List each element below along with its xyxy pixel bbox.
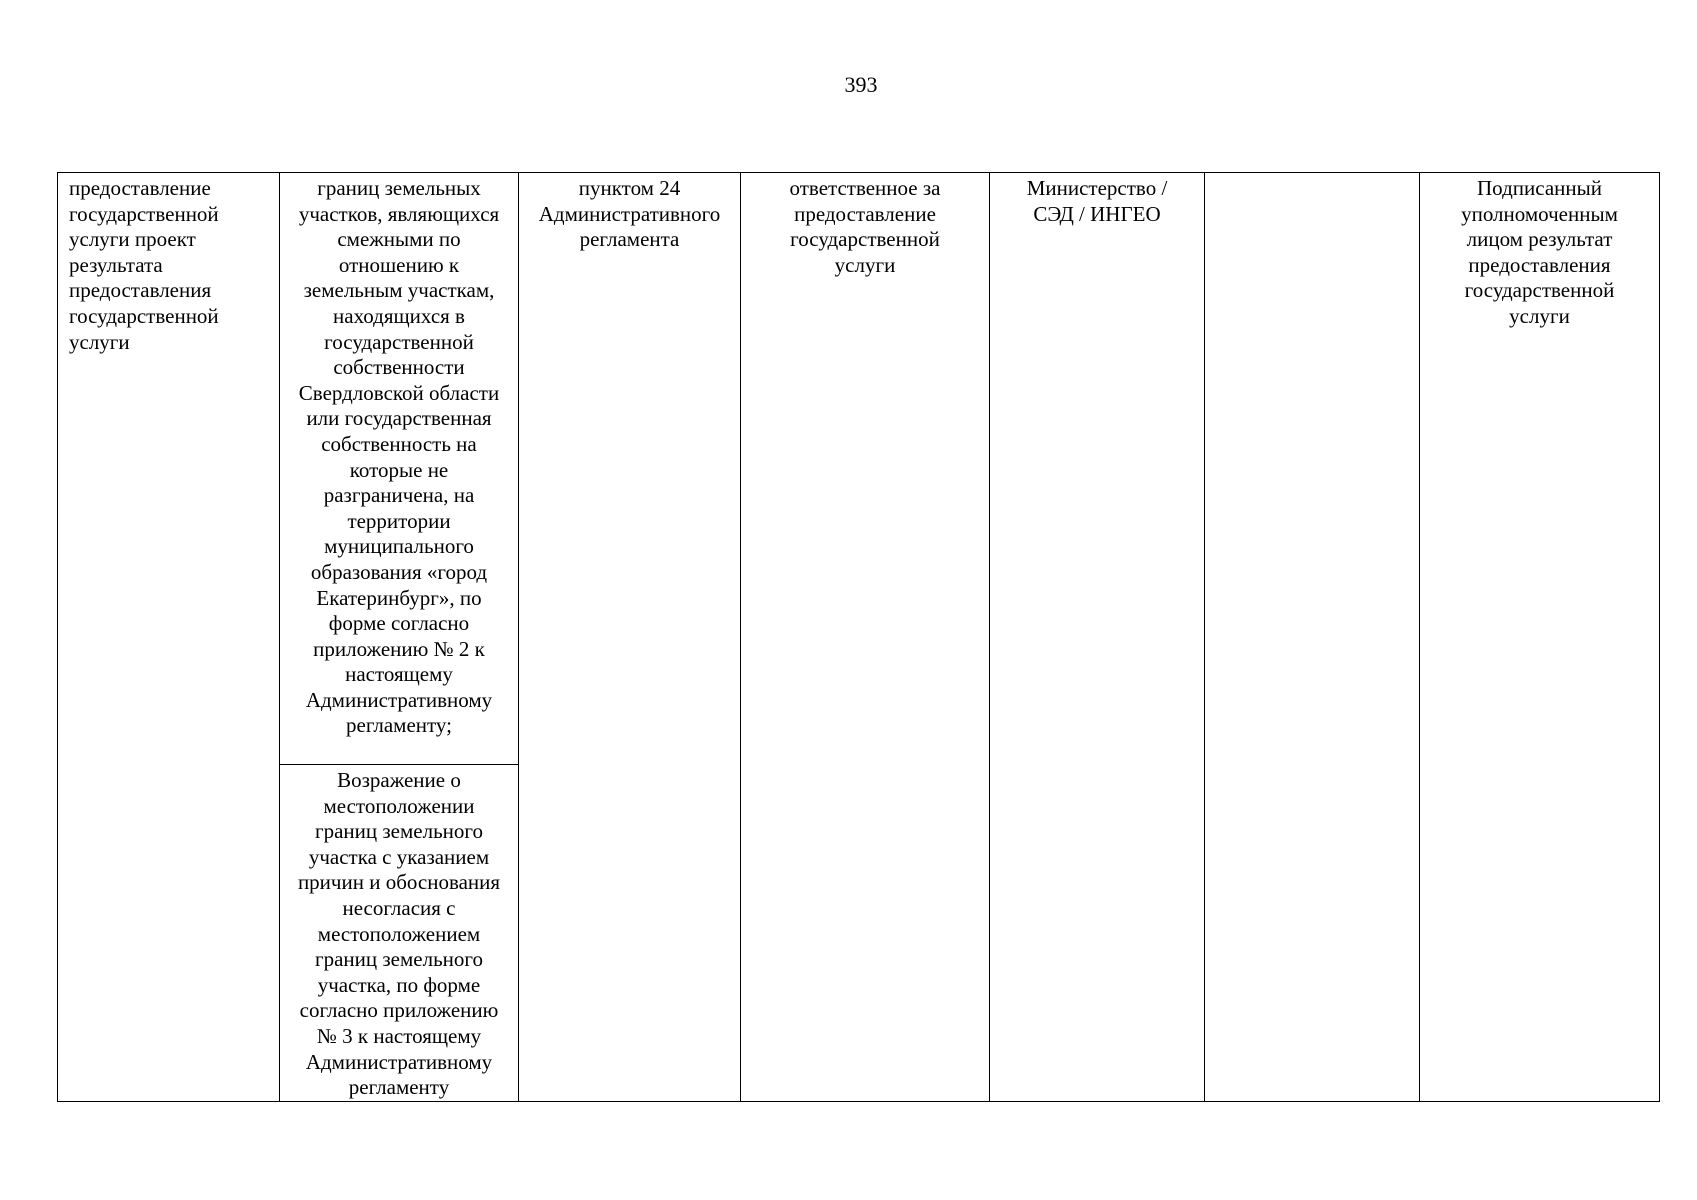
cell-objection-description [280,765,519,1102]
table-row [58,173,1660,765]
cell-result [1420,173,1660,1102]
cell-empty [1205,173,1420,1102]
cell-text: пунктом 24 Административного регламента [538,176,721,252]
cell-system [990,173,1205,1102]
cell-text: Возражение о местоположении границ земельного участка с указанием причин и обоснования несогласия с местоположением границ земельного участка, по форме согласно приложению № 3 к настоящему Административному регламенту [297,768,501,1100]
page-number: 393 [844,72,878,97]
cell-text: предоставление государственной услуги проект результата предоставления государственной услуги [69,176,219,354]
procedure-table [57,172,1660,1102]
cell-text: Подписанный уполномоченным лицом результат предоставления государственной услуги [1461,176,1618,328]
cell-text: границ земельных участков, являющихся смежными по отношению к земельным участкам, находящихся в государственной собственности Свердловской области или государственная собственность на которые не разграничена, на территории муниципального образования «город Екатеринбург», по форме согласно приложению № 2 к настоящему Административному регламенту; [298,176,500,738]
cell-regulation-reference [519,173,741,1102]
cell-responsible-person [741,173,990,1102]
cell-document-description [280,173,519,765]
cell-result-draft [58,173,280,1102]
cell-text: Министерство / СЭД / ИНГЕО [1026,176,1168,226]
cell-text: ответственное за предоставление государственной услуги [789,176,941,277]
